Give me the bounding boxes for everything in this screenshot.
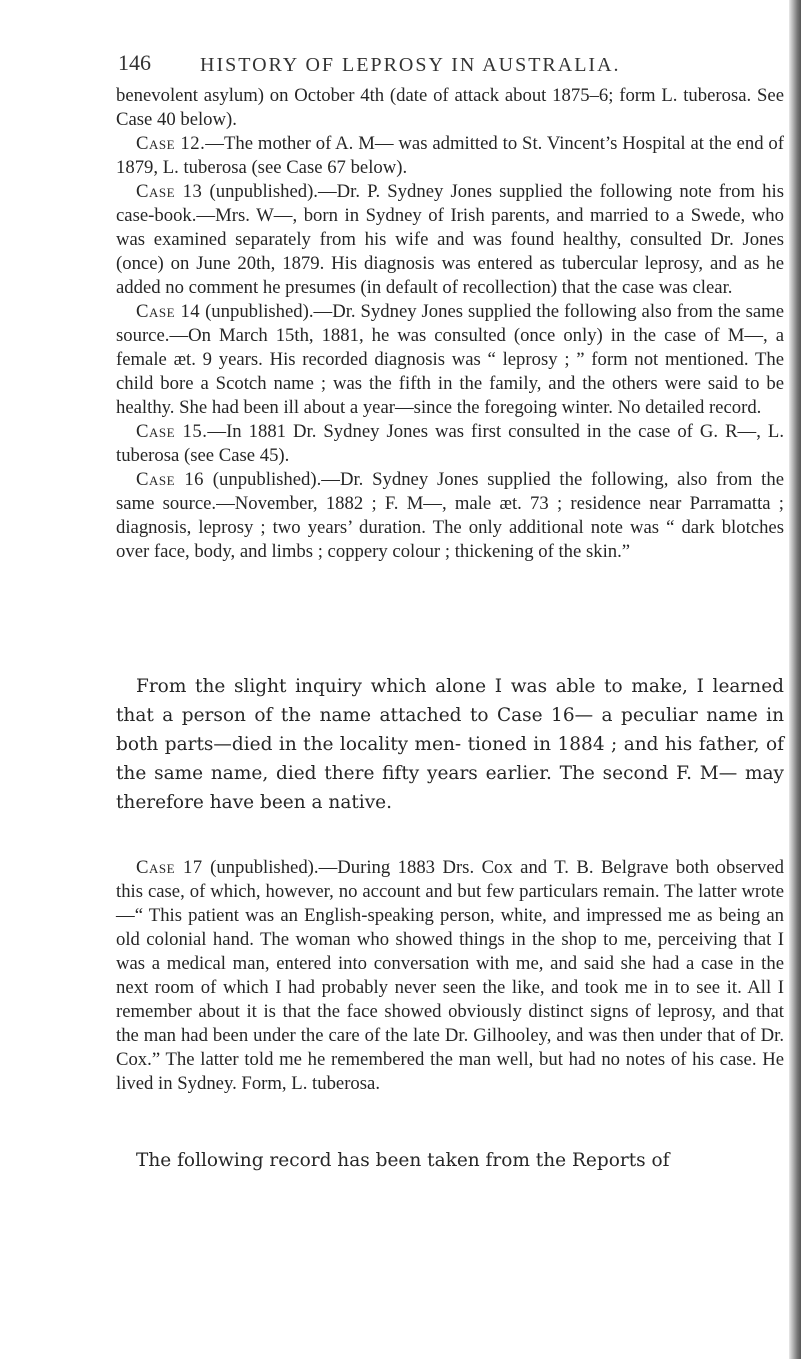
case-14-paragraph: Case 14 (unpublished).—Dr. Sydney Jones supplied the following also from the same source.—On March 15th, 1881, he was consulted (once only) in the case of M—, a female æt. 9 years. His recorded diagnosis was “ leprosy ; ” form not mentioned. The child bore a Scotch name ; was the fifth in the family, and the others were said to be healthy. She had been ill about a year—since the foregoing winter. No detailed record. xyxy=(116,301,784,418)
case-label: Case 12. xyxy=(136,133,206,154)
case-label: Case 13 xyxy=(136,181,203,202)
narrative-paragraph: From the slight inquiry which alone I was able to make, I learned that a person of the name attached to Case 16— a peculiar name in both parts—died in the locality men- tioned in 1884 ; and his father, of the same name, died there fifty years earlier. The second F. M— may therefore have been a native. xyxy=(116,676,784,813)
small-text-block-1 xyxy=(116,84,784,564)
case-12-paragraph: Case 12.—The mother of A. M— was admitted to St. Vincent’s Hospital at the end of 1879, L. tuberosa (see Case 67 below). xyxy=(116,133,784,178)
case-16-paragraph: Case 16 (unpublished).—Dr. Sydney Jones supplied the following, also from the same source.—November, 1882 ; F. M—, male æt. 73 ; residence near Parramatta ; diagnosis, leprosy ; two years’ duration. The only additional note was “ dark blotches over face, body, and limbs ; coppery colour ; thickening of the skin.” xyxy=(116,469,784,562)
case-label: Case 17 xyxy=(136,857,203,878)
closing-line: The following record has been taken from the Reports of xyxy=(136,1150,670,1171)
small-text-block-2 xyxy=(116,856,784,1096)
case-17-paragraph: Case 17 (unpublished).—During 1883 Drs. Cox and T. B. Belgrave both observed this case, of which, however, no account and but few particulars remain. The latter wrote—“ This patient was an English-speaking person, white, and impressed me as being an old colonial hand. The woman who showed things in the shop to me, perceiving that I was a medical man, entered into conversation with me, and said she had a case in the next room of which I had probably never seen the like, and took me in to see it. All I remember about it is that the face showed obviously distinct signs of leprosy, and that the man had been under the care of the late Dr. Gilhooley, and was then under that of Dr. Cox.” The latter told me he remembered the man well, but had no notes of his case. He lived in Sydney. Form, L. tuberosa. xyxy=(116,857,784,1094)
paragraph-continuation: benevolent asylum) on October 4th (date of attack about 1875–6; form L. tuberosa. See Case 40 below). xyxy=(116,85,784,130)
case-15-paragraph: Case 15.—In 1881 Dr. Sydney Jones was first consulted in the case of G. R—, L. tuberosa (see Case 45). xyxy=(116,421,784,466)
case-label: Case 14 xyxy=(136,301,201,322)
case-label: Case 15. xyxy=(136,421,208,442)
running-head: HISTORY OF LEPROSY IN AUSTRALIA. xyxy=(200,54,621,76)
large-text-block-1 xyxy=(116,672,784,817)
large-text-block-2 xyxy=(116,1146,784,1175)
page-edge-shadow xyxy=(789,0,801,1359)
page-number: 146 xyxy=(118,50,151,75)
case-label: Case 16 xyxy=(136,469,205,490)
case-13-paragraph: Case 13 (unpublished).—Dr. P. Sydney Jones supplied the following note from his case-book.—Mrs. W—, born in Sydney of Irish parents, and married to a Swede, who was examined separately from his wife and was found healthy, consulted Dr. Jones (once) on June 20th, 1879. His diagnosis was entered as tubercular leprosy, and as he added no comment he presumes (in default of recollection) that the case was clear. xyxy=(116,181,784,298)
